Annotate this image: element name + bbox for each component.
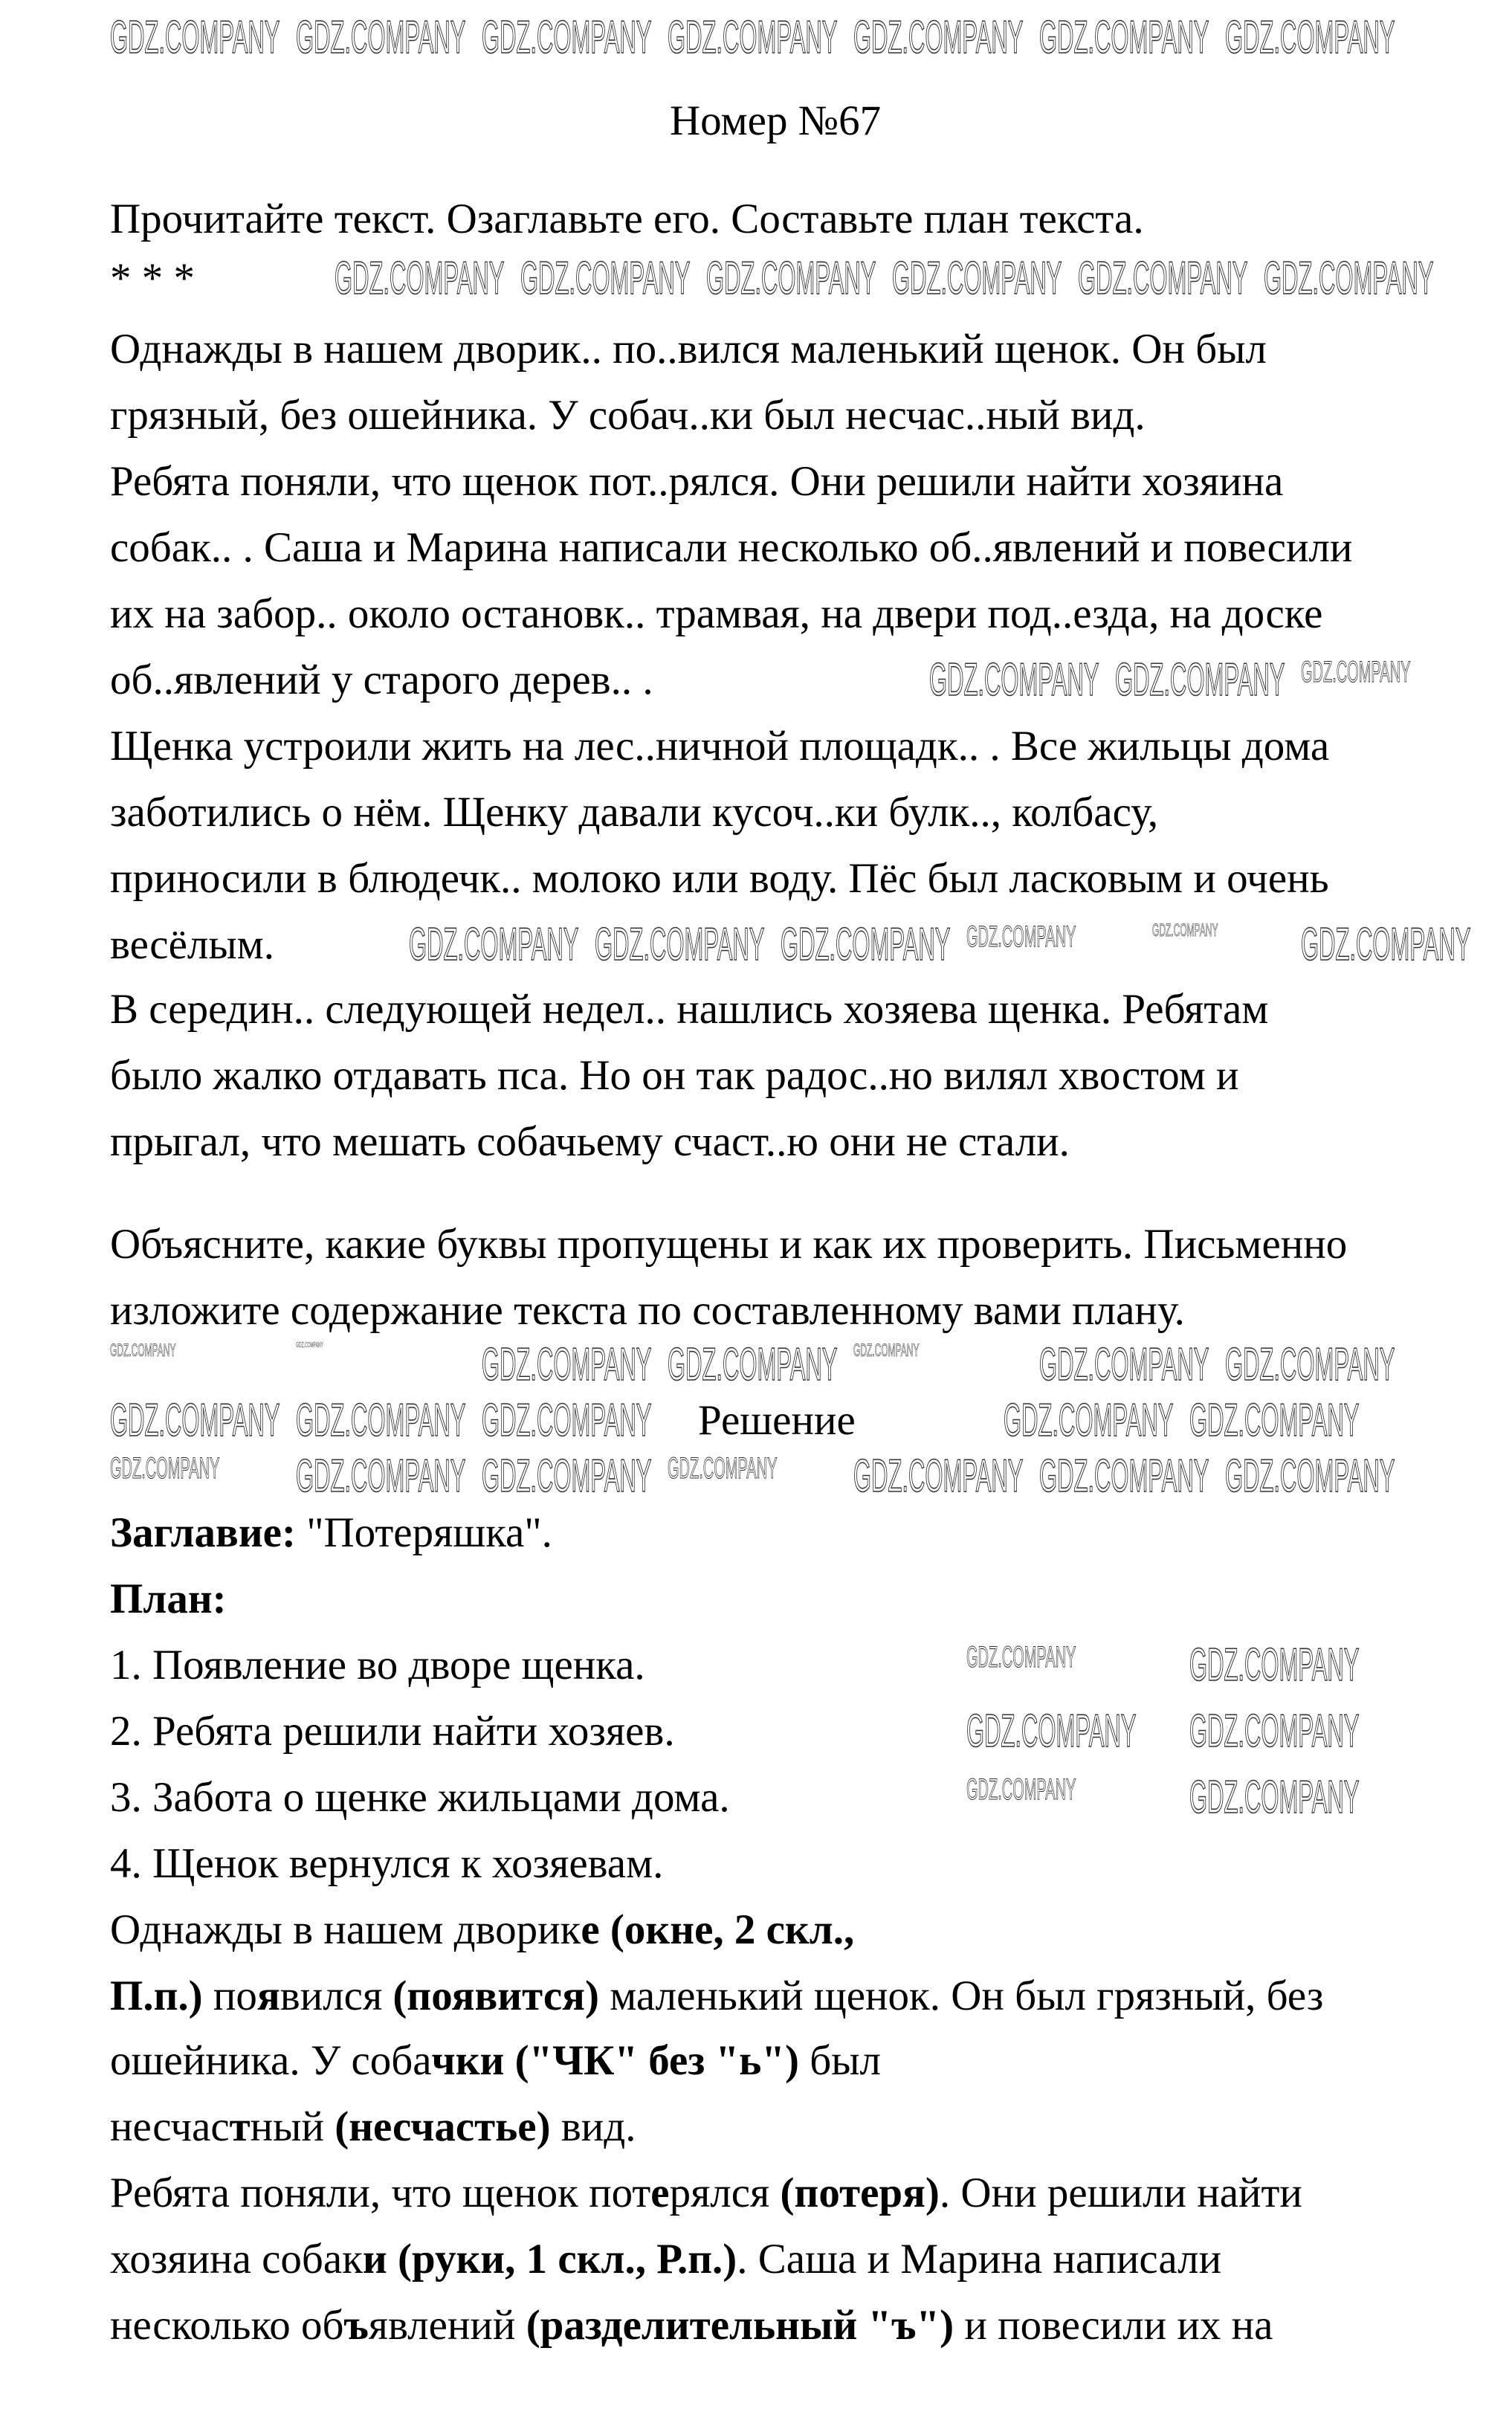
task-text-line (110, 1109, 1070, 1175)
text: В середин.. следующей недел.. нашлись хозяева щенка. Ребятам (110, 986, 1269, 1033)
watermark: GDZ.COMPANY (110, 1452, 220, 1485)
solution-text-line (110, 2094, 636, 2161)
watermark: GDZ.COMPANY (781, 919, 951, 970)
watermark: GDZ.COMPANY (110, 1341, 176, 1361)
watermark: GDZ.COMPANY (296, 1451, 466, 1502)
text: Однажды в нашем дворик.. по..вился маленький щенок. Он был (110, 326, 1267, 373)
watermark: GDZ.COMPANY (482, 1395, 652, 1446)
watermark: GDZ.COMPANY (966, 1773, 1076, 1806)
watermark: GDZ.COMPANY (966, 1641, 1076, 1674)
watermark: GDZ.COMPANY (853, 1341, 920, 1361)
solution-text-line (110, 2160, 1302, 2227)
text: прыгал, что мешать собачьему счаст..ю они не стали. (110, 1118, 1070, 1166)
text: грязный, без ошейника. У собач..ки был несчас..ный вид. (110, 392, 1146, 439)
task-text-line (110, 845, 1329, 912)
page-title: Номер №67 (670, 97, 882, 144)
watermark: GDZ.COMPANY (1152, 920, 1218, 941)
task-text-line (110, 912, 274, 978)
text: собак.. . Саша и Марина написали несколько об..явлений и повесили (110, 524, 1353, 572)
text: изложите содержание текста по составленному вами плану. (110, 1287, 1185, 1334)
bold-text: (разделительный "ъ") (526, 2301, 954, 2349)
text: . Они решили найти (939, 2169, 1302, 2216)
watermark: GDZ.COMPANY (1004, 1395, 1174, 1446)
watermark: GDZ.COMPANY (296, 1395, 466, 1446)
bold-text: т (229, 2103, 251, 2150)
text: 3. Забота о щенке жильцами дома. (110, 1773, 730, 1821)
bold-text: (появится) (392, 1972, 599, 2019)
bold-text: е (окне, 2 скл., (581, 1906, 855, 1953)
bold-text: Заглавие: (110, 1509, 296, 1556)
watermark: GDZ.COMPANY (1189, 1772, 1360, 1823)
text: Однажды в нашем дворик (110, 1906, 581, 1953)
task-text-line (110, 448, 1283, 515)
solution-text-line (110, 1897, 854, 1964)
task-text-line (110, 647, 653, 714)
text: . Саша и Марина написали (737, 2235, 1222, 2283)
watermark: GDZ.COMPANY (853, 12, 1024, 63)
watermark: GDZ.COMPANY (706, 253, 876, 304)
text: рялся (669, 2169, 781, 2216)
watermark: GDZ.COMPANY (1301, 919, 1471, 970)
text: 4. Щенок вернулся к хозяевам. (110, 1839, 664, 1887)
watermark: GDZ.COMPANY (482, 1339, 652, 1390)
watermark: GDZ.COMPANY (929, 654, 1099, 706)
solution-text-line (110, 1764, 730, 1831)
text: весёлым. (110, 921, 274, 969)
task-text-line (110, 1211, 1347, 1278)
watermark: GDZ.COMPANY (1115, 654, 1285, 706)
solution-text-line (110, 1698, 675, 1765)
text: вид. (550, 2103, 636, 2150)
watermark: GDZ.COMPANY (892, 253, 1062, 304)
watermark: GDZ.COMPANY (409, 919, 579, 970)
solution-text-line (110, 1566, 227, 1633)
watermark: GDZ.COMPANY (482, 12, 652, 63)
watermark: GDZ.COMPANY (966, 1706, 1137, 1757)
text: вился (280, 1972, 393, 2019)
bold-text: я (256, 1972, 280, 2019)
watermark: GDZ.COMPANY (482, 1451, 652, 1502)
solution-text-line (110, 2226, 1221, 2293)
watermark: GDZ.COMPANY (1039, 12, 1209, 63)
solution-text-line (110, 2028, 881, 2094)
bold-text: (потеря) (780, 2169, 940, 2216)
text: ный (250, 2103, 335, 2150)
watermark: GDZ.COMPANY (668, 1452, 778, 1485)
watermark: GDZ.COMPANY (1225, 1339, 1395, 1390)
watermark: GDZ.COMPANY (595, 919, 765, 970)
solution-text-line (110, 1500, 552, 1567)
task-text-line (110, 713, 1329, 780)
watermark: GDZ.COMPANY (1039, 1339, 1209, 1390)
text: их на забор.. около остановк.. трамвая, на двери под..езда, на доске (110, 590, 1323, 638)
solution-heading: Решение (698, 1397, 856, 1444)
text: 1. Появление во дворе щенка. (110, 1641, 645, 1688)
watermark: GDZ.COMPANY (335, 253, 505, 304)
text: хозяина собак (110, 2235, 363, 2283)
text: был (798, 2036, 881, 2084)
watermark: GDZ.COMPANY (668, 12, 838, 63)
watermark: GDZ.COMPANY (966, 920, 1076, 953)
solution-text-line (110, 2292, 1273, 2359)
text: ошейника. У соба (110, 2036, 432, 2084)
task-text-line (110, 186, 1144, 253)
text: Щенка устроили жить на лес..ничной площадк.. . Все жильцы дома (110, 723, 1330, 770)
text: Объясните, какие буквы пропущены и как их проверить. Письменно (110, 1221, 1348, 1268)
bold-text: П.п.) (110, 1972, 203, 2019)
text: Прочитайте текст. Озаглавьте его. Составьте план текста. (110, 195, 1144, 242)
bold-text: План: (110, 1575, 227, 1622)
bold-text: чки ("ЧК" без "ь") (431, 2036, 799, 2084)
text: явлений (368, 2301, 526, 2349)
text: по (202, 1972, 257, 2019)
task-text-line (110, 976, 1268, 1043)
watermark: GDZ.COMPANY (1078, 253, 1248, 304)
text: об..явлений у старого дерев.. . (110, 657, 653, 704)
watermark: GDZ.COMPANY (296, 1341, 323, 1349)
bold-text: ъ (343, 2301, 369, 2349)
bold-text: и (руки, 1 скл., Р.п.) (362, 2235, 737, 2283)
task-text-line (110, 1042, 1239, 1109)
solution-text-line (110, 1830, 663, 1897)
text: заботились о нём. Щенку давали кусоч..ки булк.., колбасу, (110, 789, 1159, 836)
bold-text: (несчастье) (335, 2103, 551, 2150)
text: Ребята поняли, что щенок пот (110, 2169, 651, 2216)
task-text-line (110, 382, 1146, 449)
watermark: GDZ.COMPANY (1225, 1451, 1395, 1502)
task-text-line (110, 1277, 1185, 1344)
watermark: GDZ.COMPANY (1189, 1395, 1360, 1446)
solution-text-line (110, 1632, 645, 1699)
watermark: GDZ.COMPANY (668, 1339, 838, 1390)
watermark: GDZ.COMPANY (520, 253, 691, 304)
bold-text: е (650, 2169, 670, 2216)
text: было жалко отдавать пса. Но он так радос..но вилял хвостом и (110, 1052, 1239, 1100)
text: несколько об (110, 2301, 344, 2349)
task-text-line (110, 316, 1267, 383)
task-text-line (110, 514, 1352, 581)
task-text-line (110, 245, 195, 312)
text: приносили в блюдечк.. молоко или воду. Пёс был ласковым и очень (110, 855, 1329, 903)
watermark: GDZ.COMPANY (110, 12, 280, 63)
text: "Потеряшка". (295, 1509, 552, 1556)
watermark: GDZ.COMPANY (1301, 656, 1411, 688)
text: и повесили их на (954, 2301, 1273, 2349)
text: несчас (110, 2103, 230, 2150)
watermark: GDZ.COMPANY (1189, 1639, 1360, 1691)
watermark: GDZ.COMPANY (1039, 1451, 1209, 1502)
text: маленький щенок. Он был грязный, без (598, 1972, 1324, 2019)
text: * * * (110, 255, 195, 303)
watermark: GDZ.COMPANY (1264, 253, 1434, 304)
watermark: GDZ.COMPANY (110, 1395, 280, 1446)
watermark: GDZ.COMPANY (1225, 12, 1395, 63)
watermark: GDZ.COMPANY (1189, 1706, 1360, 1757)
text: Ребята поняли, что щенок пот..рялся. Они решили найти хозяина (110, 458, 1284, 506)
watermark: GDZ.COMPANY (853, 1451, 1024, 1502)
watermark: GDZ.COMPANY (296, 12, 466, 63)
solution-text-line (110, 1963, 1323, 2030)
task-text-line (110, 779, 1158, 846)
task-text-line (110, 581, 1322, 648)
text: 2. Ребята решили найти хозяев. (110, 1707, 675, 1755)
